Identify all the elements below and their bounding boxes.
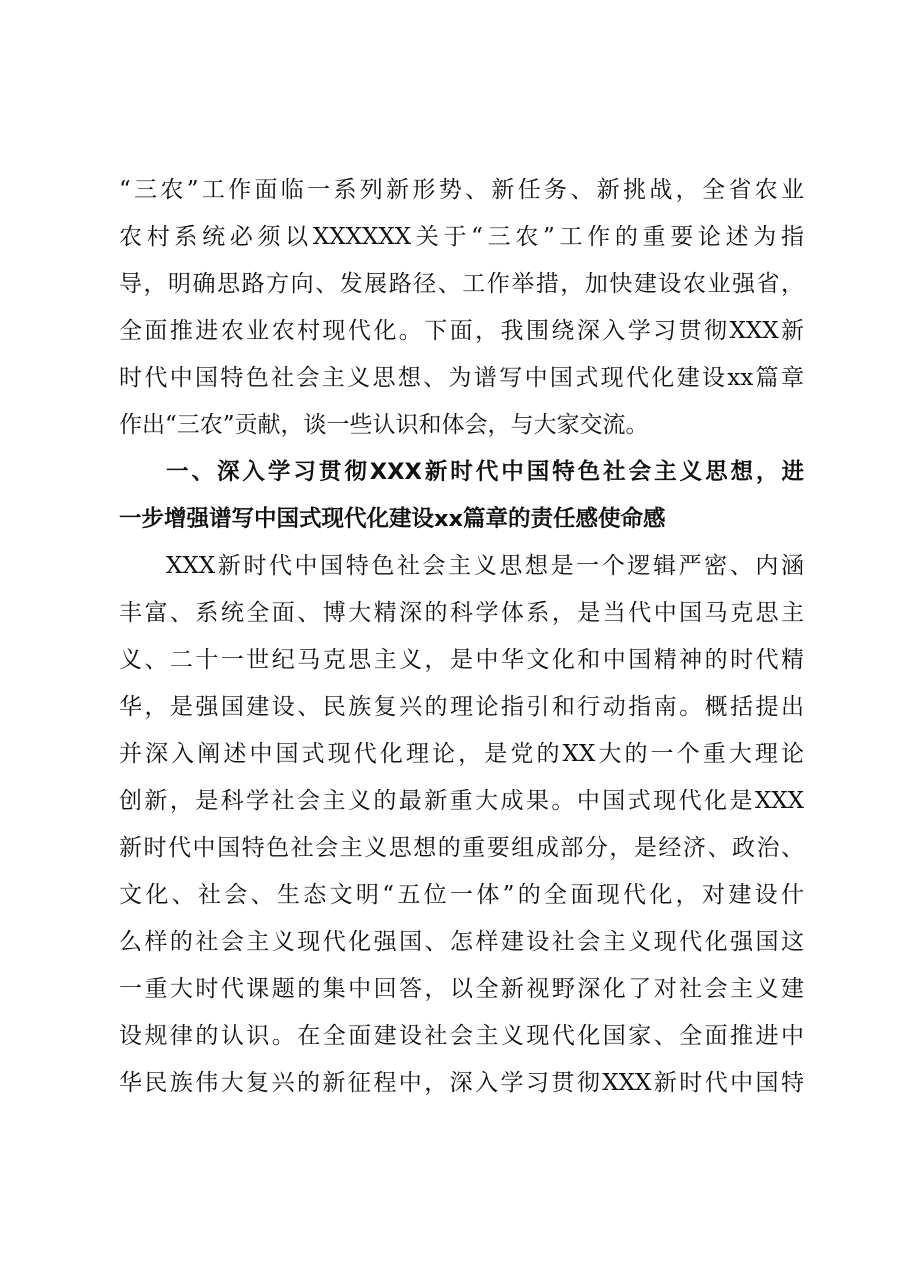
paragraph-line: 新时代中国特色社会主义思想的重要组成部分，是经济、政治、 (119, 835, 804, 861)
paragraph-line: 导，明确思路方向、发展路径、工作举措，加快建设农业强省， (119, 271, 804, 297)
paragraph-line: 全面推进农业农村现代化。下面，我围绕深入学习贯彻XXX新 (119, 318, 804, 344)
paragraph-line: 义、二十一世纪马克思主义，是中华文化和中国精神的时代精 (119, 647, 804, 673)
paragraph-line: 设规律的认识。在全面建设社会主义现代化国家、全面推进中 (119, 1023, 804, 1049)
document-body (119, 167, 804, 1107)
paragraph-line: 华民族伟大复兴的新征程中，深入学习贯彻XXX新时代中国特 (119, 1070, 804, 1096)
body-paragraph (119, 543, 804, 1107)
section-heading (119, 449, 804, 543)
intro-paragraph (119, 167, 804, 449)
paragraph-line: 文化、社会、生态文明“五位一体”的全面现代化，对建设什 (119, 882, 804, 908)
paragraph-line: 并深入阐述中国式现代化理论，是党的XX大的一个重大理论 (119, 741, 804, 767)
paragraph-line: 么样的社会主义现代化强国、怎样建设社会主义现代化强国这 (119, 929, 804, 955)
paragraph-line: 一重大时代课题的集中回答，以全新视野深化了对社会主义建 (119, 976, 804, 1002)
paragraph-line: 时代中国特色社会主义思想、为谱写中国式现代化建设xx篇章 (119, 365, 804, 391)
heading-line: 一、深入学习贯彻XXX新时代中国特色社会主义思想，进 (166, 459, 804, 485)
paragraph-line: 作出“三农”贡献，谈一些认识和体会，与大家交流。 (119, 412, 649, 438)
paragraph-line: 创新，是科学社会主义的最新重大成果。中国式现代化是XXX (119, 788, 804, 814)
paragraph-line: 华，是强国建设、民族复兴的理论指引和行动指南。概括提出 (119, 694, 804, 720)
paragraph-line: “三农”工作面临一系列新形势、新任务、新挑战，全省农业 (119, 177, 804, 203)
paragraph-line: 丰富、系统全面、博大精深的科学体系，是当代中国马克思主 (119, 600, 804, 626)
heading-line: 一步增强谱写中国式现代化建设xx篇章的责任感使命感 (119, 506, 666, 532)
paragraph-line: 农村系统必须以XXXXXX关于“三农”工作的重要论述为指 (119, 224, 804, 250)
paragraph-line: XXX新时代中国特色社会主义思想是一个逻辑严密、内涵 (166, 553, 804, 579)
